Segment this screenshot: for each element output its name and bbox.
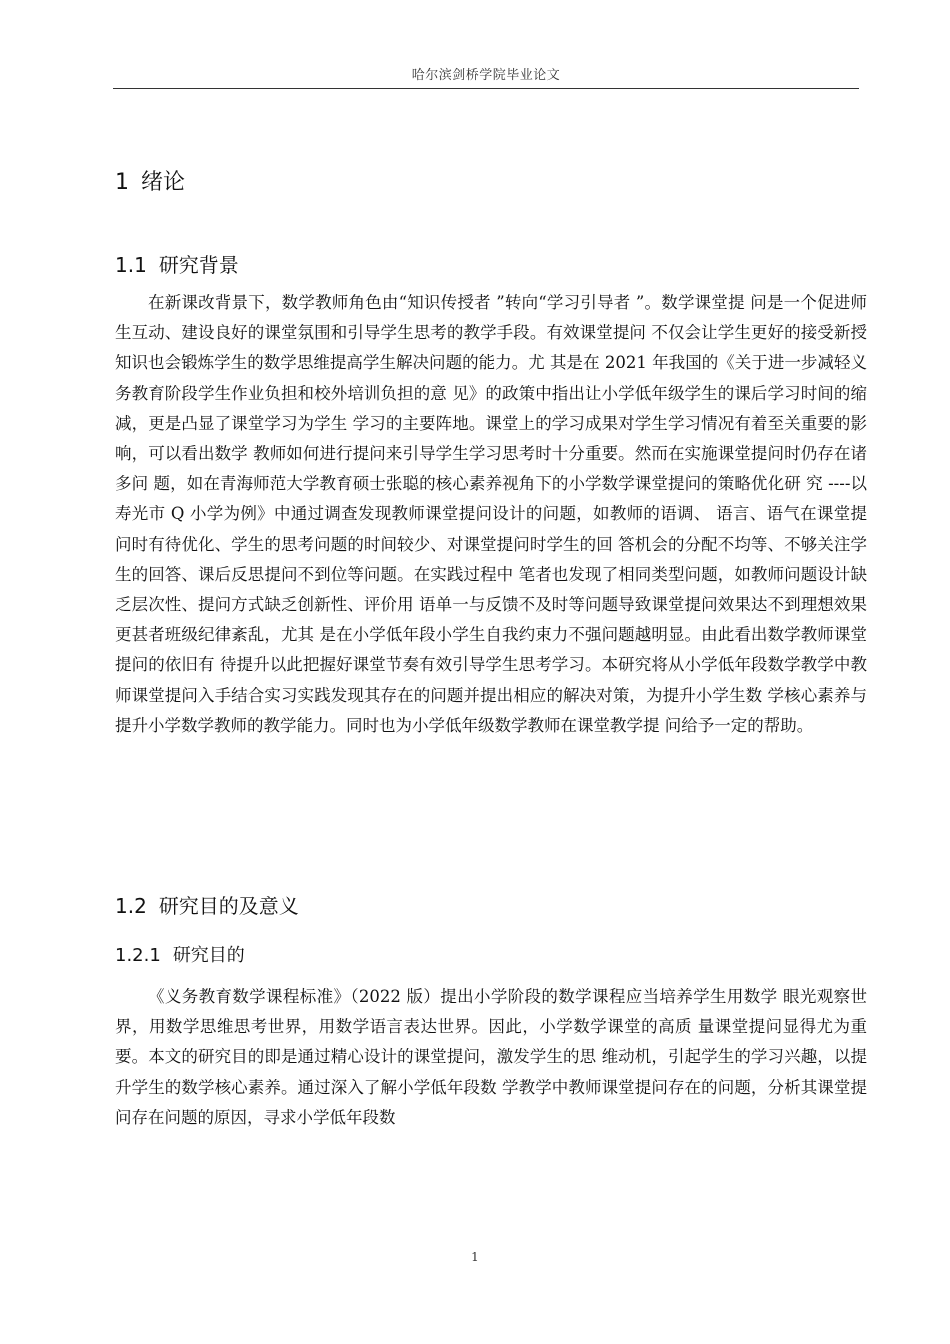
subsection-heading-1-2-1 [115,941,245,967]
section-heading-1-2 [115,890,299,919]
section-title: 研究背景 [158,253,239,277]
purpose-paragraph: 《义务教育数学课程标准》（2022 版）提出小学阶段的数学课程应当培养学生用数学 眼光观察世界，用数学思维思考世界，用数学语言表达世界。因此，小学数学课堂的高质 量课堂提问显得尤为重要。本文的研究目的即是通过精心设计的课堂提问，激发学生的思 维动机，引起学生的学习兴趣，以提升学生的数学核心素养。通过深入了解小学低年段数 学教学中教师课堂提问存在的问题，分析其课堂提问存在问题的原因，寻求小学低年段数 [115,987,867,1127]
header-rule [113,88,859,89]
background-paragraph: 在新课改背景下，数学教师角色由“知识传授者 ”转向“学习引导者 ”。数学课堂提 问是一个促进师生互动、建设良好的课堂氛围和引导学生思考的教学手段。有效课堂提问 不仅会让学生更好的接受新授知识也会锻炼学生的数学思维提高学生解决问题的能力。尤 其是在 2021 年我国的《关于进一步减轻义务教育阶段学生作业负担和校外培训负担的意 见》的政策中指出让小学低年级学生的课后学习时间的缩减，更是凸显了课堂学习为学生 学习的主要阵地。课堂上的学习成果对学生学习情况有着至关重要的影响，可以看出数学 教师如何进行提问来引导学生学习思考时十分重要。然而在实施课堂提问时仍存在诸多问 题，如在青海师范大学教育硕士张聪的核心素养视角下的小学数学课堂提问的策略优化研 究 ----以寿光市 Q 小学为例》中通过调查发现教师课堂提问设计的问题，如教师的语调、 语言、语气在课堂提问时有待优化、学生的思考问题的时间较少、对课堂提问时学生的回 答机会的分配不均等、不够关注学生的回答、课后反思提问不到位等问题。在实践过程中 笔者也发现了相同类型问题，如教师问题设计缺乏层次性、提问方式缺乏创新性、评价用 语单一与反馈不及时等问题导致课堂提问效果达不到理想效果更甚者班级纪律紊乱，尤其 是在小学低年段小学生自我约束力不强问题越明显。由此看出数学教师课堂提问的依旧有 待提升以此把握好课堂节奏有效引导学生思考学习。本研究将从小学低年段数学教学中教 师课堂提问入手结合实习实践发现其存在的问题并提出相应的解决对策，为提升小学生数 学核心素养与提升小学数学教师的教学能力。同时也为小学低年级数学教师在课堂教学提 问给予一定的帮助。 [115,293,867,735]
chapter-heading [115,165,185,196]
section-heading-1-1 [115,249,239,278]
chapter-title: 绪论 [141,170,186,195]
chapter-number: 1 [115,170,129,195]
running-header: 哈尔滨剑桥学院毕业论文 [411,68,561,83]
section-number: 1.1 [115,253,147,277]
subsection-title: 研究目的 [172,945,245,966]
page-number: 1 [471,1250,479,1264]
section-title: 研究目的及意义 [158,894,299,918]
section-number: 1.2 [115,894,147,918]
subsection-number: 1.2.1 [115,945,161,966]
